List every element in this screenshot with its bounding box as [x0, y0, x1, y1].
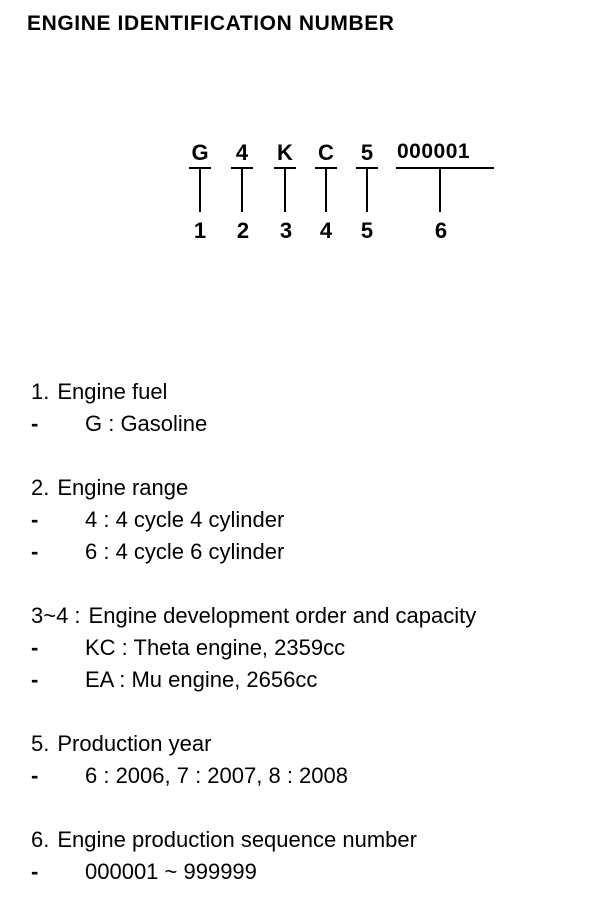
list-item — [31, 536, 601, 568]
stem-2 — [241, 168, 243, 212]
section-number: 2. — [31, 475, 50, 500]
index-number-1: 1 — [193, 218, 207, 243]
section-title: Engine range — [57, 475, 189, 500]
section-heading — [31, 824, 601, 856]
list-item — [31, 408, 601, 440]
section-number: 5. — [31, 731, 50, 756]
legend-section-sequence — [31, 824, 601, 888]
bullet: - — [31, 635, 39, 660]
index-number-3: 3 — [279, 218, 293, 243]
legend-section-year — [31, 728, 601, 792]
stem-3 — [284, 168, 286, 212]
code-serial: 000001 — [397, 140, 471, 163]
stem-1 — [199, 168, 201, 212]
item-text: KC : Theta engine, 2359cc — [85, 635, 346, 660]
code-char-range: 4 — [235, 140, 249, 165]
code-char-development-b: C — [318, 140, 334, 165]
list-item — [31, 632, 601, 664]
code-char-development-a: K — [277, 140, 293, 165]
list-item — [31, 856, 601, 888]
list-item — [31, 760, 601, 792]
bullet: - — [31, 859, 39, 884]
stem-6 — [439, 168, 441, 212]
item-text: 6 : 4 cycle 6 cylinder — [85, 539, 285, 564]
code-char-fuel: G — [191, 140, 209, 165]
item-text: 4 : 4 cycle 4 cylinder — [85, 507, 285, 532]
list-item — [31, 504, 601, 536]
section-number: 1. — [31, 379, 50, 404]
item-text: 000001 ~ 999999 — [85, 859, 257, 884]
section-number: 6. — [31, 827, 50, 852]
section-title: Engine fuel — [57, 379, 168, 404]
legend-section-development — [31, 600, 601, 696]
section-heading — [31, 728, 601, 760]
page-title: ENGINE IDENTIFICATION NUMBER — [27, 12, 395, 35]
bullet: - — [31, 667, 39, 692]
underline-6 — [396, 167, 494, 169]
item-text: G : Gasoline — [85, 411, 208, 436]
section-number: 3~4 : — [31, 603, 81, 628]
section-heading — [31, 376, 601, 408]
section-title: Engine production sequence number — [57, 827, 417, 852]
code-char-year: 5 — [360, 140, 374, 165]
legend — [31, 376, 601, 920]
bullet: - — [31, 539, 39, 564]
section-heading — [31, 600, 601, 632]
index-number-6: 6 — [434, 218, 448, 243]
section-title: Production year — [57, 731, 212, 756]
bullet: - — [31, 507, 39, 532]
index-number-2: 2 — [236, 218, 250, 243]
item-text: 6 : 2006, 7 : 2007, 8 : 2008 — [85, 763, 348, 788]
item-text: EA : Mu engine, 2656cc — [85, 667, 318, 692]
stem-4 — [325, 168, 327, 212]
stem-5 — [366, 168, 368, 212]
bullet: - — [31, 763, 39, 788]
section-title: Engine development order and capacity — [88, 603, 477, 628]
index-number-4: 4 — [319, 218, 333, 243]
bullet: - — [31, 411, 39, 436]
legend-section-fuel — [31, 376, 601, 440]
legend-section-range — [31, 472, 601, 568]
section-heading — [31, 472, 601, 504]
index-number-5: 5 — [360, 218, 374, 243]
list-item — [31, 664, 601, 696]
